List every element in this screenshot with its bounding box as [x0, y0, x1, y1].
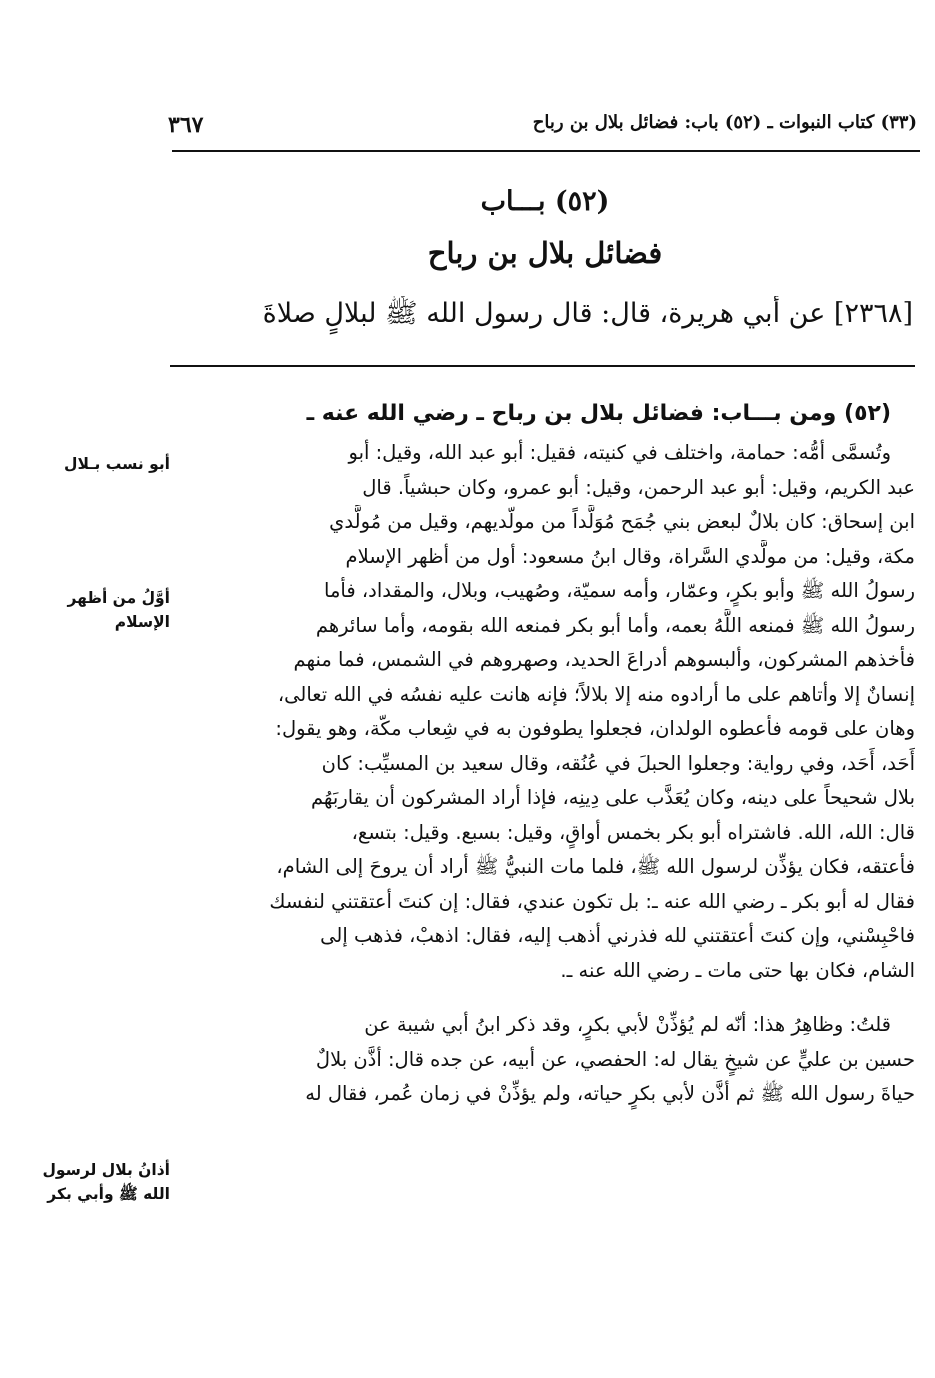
- chapter-number: (٥٢) بـــاب: [480, 186, 610, 217]
- margin-note: أوَّلُ من أظهر الإسلام: [67, 589, 170, 631]
- header-rule: [172, 150, 920, 152]
- commentary-line: فأخذهم المشركون، وألبسوهم أدراعَ الحديد، وصهروهم في الشمس، فما منهم: [293, 648, 915, 671]
- margin-note: أبو نسب بـلال: [64, 455, 170, 473]
- commentary-line: حسين بن عليٍّ عن شيخٍ يقال له: الحفصي، عن أبيه، عن جده قال: أذَّن بلالٌ: [315, 1047, 915, 1071]
- commentary-line: فأعتقه، فكان يؤذِّن لرسول الله ﷺ، فلما مات النبيُّ ﷺ أراد أن يروحَ إلى الشام،: [276, 855, 915, 878]
- commentary-line: وهان على قومه فأعطوه الولدان، فجعلوا يطوفون به في شِعاب مكّة، وهو يقول:: [275, 717, 915, 740]
- commentary-line: وتُسمَّى أمُّه: حمامة، واختلف في كنيته، فقيل: أبو عبد الله، وقيل: أبو: [348, 441, 891, 464]
- commentary-line: بلال شحيحاً على دينه، وكان يُعَذَّب على دِينِه، فإذا أراد المشركون أن يقاربَهُم: [310, 786, 915, 809]
- commentary: [167, 396, 915, 1112]
- margin-note: أذانُ بلال لرسول الله ﷺ وأبي بكر: [42, 1161, 170, 1203]
- commentary-line: إنسانٌ إلا وأتاهم على ما أرادوه منه إلا بلالاً؛ فإنه هانت عليه نفسُه في الله تعالى،: [277, 682, 915, 706]
- page-number: ٣٦٧: [168, 112, 204, 138]
- commentary-line: عبد الكريم، وقيل: أبو عبد الرحمن، وقيل: أبو عمرو، وكان حبشياً. قال: [362, 475, 915, 499]
- section-divider: [170, 365, 915, 367]
- commentary-heading: (٥٢) ومن بـــاب: فضائل بلال بن رباح ـ رضي الله عنه ـ: [306, 401, 891, 426]
- commentary-line: رسولُ الله ﷺ فمنعه اللَّهُ بعمه، وأما أبو بكر فمنعه الله بقومه، وأما سائرهم: [315, 613, 915, 637]
- running-head: [168, 112, 917, 146]
- commentary-line: أَحَد، أَحَد، وفي رواية: وجعلوا الحبلَ في عُنُقه، وقال سعيد بن المسيِّب: كان: [321, 751, 915, 775]
- commentary-line: قلتُ: وظاهِرُ هذا: أنّه لم يُؤذِّنْ لأبي بكرٍ، وقد ذكر ابنُ أبي شيبة عن: [364, 1013, 891, 1036]
- chapter-title: فضائل بلال بن رباح: [427, 236, 663, 270]
- commentary-line: الشام، فكان بها حتى مات ـ رضي الله عنه ـ.: [560, 958, 915, 982]
- hadith-text: [٢٣٦٨] عن أبي هريرة، قال: قال رسول الله ﷺ لبلالٍ صلاةَ: [262, 298, 913, 329]
- commentary-line: رسولُ الله ﷺ وأبو بكرٍ، وعمّار، وأمه سميّة، وصُهيب، وبلال، والمقداد، فأما: [324, 579, 915, 602]
- commentary-line: مكة، وقيل: من مولَّدي السَّراة، وقال ابنُ مسعود: أول من أظهر الإسلام: [345, 544, 915, 568]
- commentary-line: فاحْبِسْني، وإن كنتَ أعتقتني لله فذرني أذهب إليه، فقال: اذهبْ، فذهب إلى: [320, 924, 915, 947]
- running-head-title: (٣٣) كتاب النبوات ـ (٥٢) باب: فضائل بلال بن رباح: [532, 112, 917, 133]
- commentary-line: فقال له أبو بكر ـ رضي الله عنه ـ: بل تكون عندي، فقال: إن كنتَ أعتقتني لنفسك: [269, 889, 915, 913]
- commentary-line: ابن إسحاق: كان بلالٌ لبعض بني جُمَح مُوَلَّداً من مولّديهم، وقيل من مُولَّدي: [329, 510, 915, 533]
- commentary-line: حياةَ رسول الله ﷺ ثم أذَّن لأبي بكرٍ حياته، ولم يؤذِّنْ في زمان عُمر، فقال له: [305, 1082, 915, 1105]
- commentary-line: قال: الله، الله. فاشتراه أبو بكر بخمس أواقٍ، وقيل: بسبع. وقيل: بتسع،: [351, 820, 915, 844]
